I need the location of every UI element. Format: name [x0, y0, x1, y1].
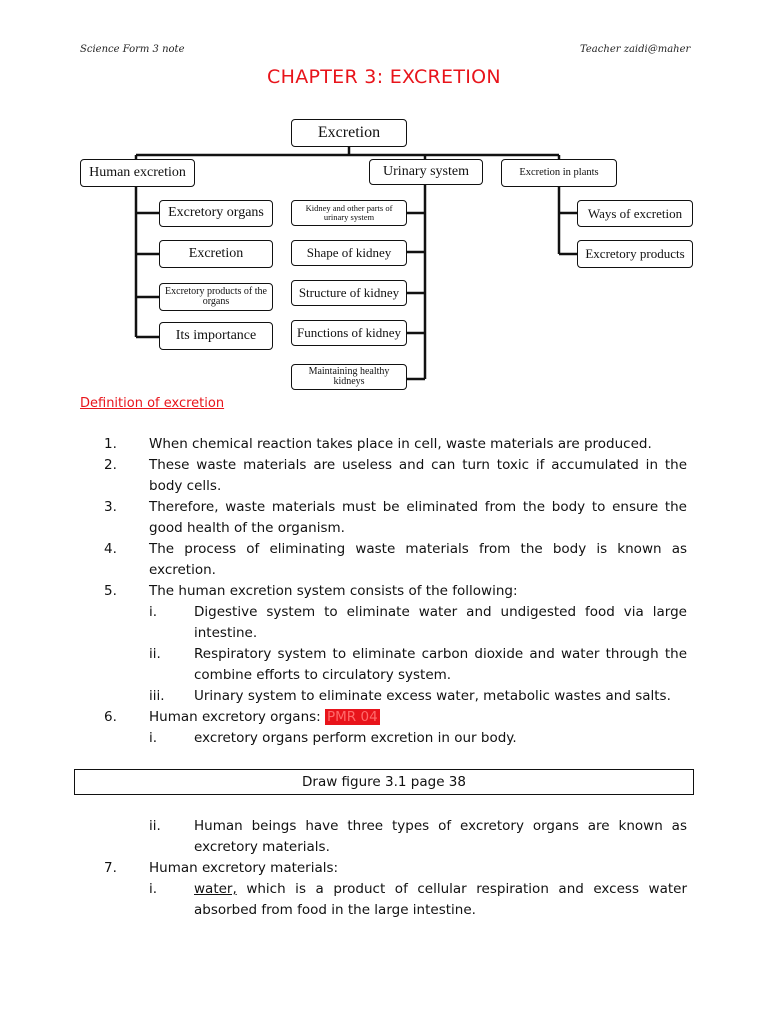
diagram-excretory-organs: Excretory organs	[159, 200, 273, 227]
item-number: ii.	[149, 818, 161, 834]
item-text: Digestive system to eliminate water and undigested food via large intestine.	[194, 604, 687, 641]
item-text	[149, 707, 687, 728]
item-text-rest: which is a product of cellular respiration and excess water absorbed from food in the large intestine.	[194, 881, 687, 918]
item-text: Human excretory materials:	[149, 860, 339, 876]
diagram-its-importance: Its importance	[159, 322, 273, 350]
item-number: 1.	[104, 436, 117, 452]
item-number: i.	[149, 730, 158, 746]
item-number: ii.	[149, 646, 161, 662]
item-text: The process of eliminating waste materials from the body is known as excretion.	[149, 541, 687, 578]
diagram-shape-of-kidney: Shape of kidney	[291, 240, 407, 266]
item-number: 6.	[104, 709, 117, 725]
item-text: When chemical reaction takes place in cell, waste materials are produced.	[149, 436, 652, 452]
item-text: These waste materials are useless and can turn toxic if accumulated in the body cells.	[149, 457, 687, 494]
item-number: iii.	[149, 688, 165, 704]
item-text: Therefore, waste materials must be eliminated from the body to ensure the good health of the organism.	[149, 499, 687, 536]
section-title: Definition of excretion	[80, 396, 225, 411]
item-number: i.	[149, 604, 158, 620]
item-text: Human beings have three types of excretory organs are known as excretory materials.	[194, 818, 687, 855]
header-left: Science Form 3 note	[80, 44, 185, 55]
diagram-excretion: Excretion	[159, 240, 273, 268]
diagram-ways-of-excretion: Ways of excretion	[577, 200, 693, 227]
item-text: The human excretion system consists of the following:	[149, 583, 518, 599]
item-text: Urinary system to eliminate excess water, metabolic wastes and salts.	[194, 688, 671, 704]
diagram-structure-of-kidney: Structure of kidney	[291, 280, 407, 306]
diagram-excretion-in-plants: Excretion in plants	[501, 159, 617, 187]
diagram-excretory-products: Excretory products	[577, 240, 693, 268]
header-right: Teacher zaidi@maher	[580, 44, 691, 55]
item-text: excretory organs perform excretion in our body.	[194, 730, 517, 746]
item-text	[194, 879, 687, 921]
diagram-root: Excretion	[291, 119, 407, 147]
item-number: 7.	[104, 860, 117, 876]
item-text: Respiratory system to eliminate carbon dioxide and water through the combine efforts to circulatory system.	[194, 646, 687, 683]
item-number: 2.	[104, 457, 117, 473]
diagram-human-excretion: Human excretion	[80, 159, 195, 187]
diagram-maintaining-healthy-kidneys: Maintaining healthy kidneys	[291, 364, 407, 390]
diagram-excretory-products-organs: Excretory products of the organs	[159, 283, 273, 311]
figure-placeholder-box: Draw figure 3.1 page 38	[74, 769, 694, 795]
item-number: 5.	[104, 583, 117, 599]
diagram-kidney-parts: Kidney and other parts of urinary system	[291, 200, 407, 226]
page-title: CHAPTER 3: EXCRETION	[267, 66, 501, 88]
item-text-main: Human excretory organs:	[149, 709, 321, 725]
item-number: 4.	[104, 541, 117, 557]
item-lead-word: water,	[194, 881, 237, 897]
exam-tag-badge: PMR 04	[327, 709, 378, 725]
diagram-functions-of-kidney: Functions of kidney	[291, 320, 407, 346]
item-number: i.	[149, 881, 158, 897]
item-number: 3.	[104, 499, 117, 515]
diagram-urinary-system: Urinary system	[369, 159, 483, 185]
